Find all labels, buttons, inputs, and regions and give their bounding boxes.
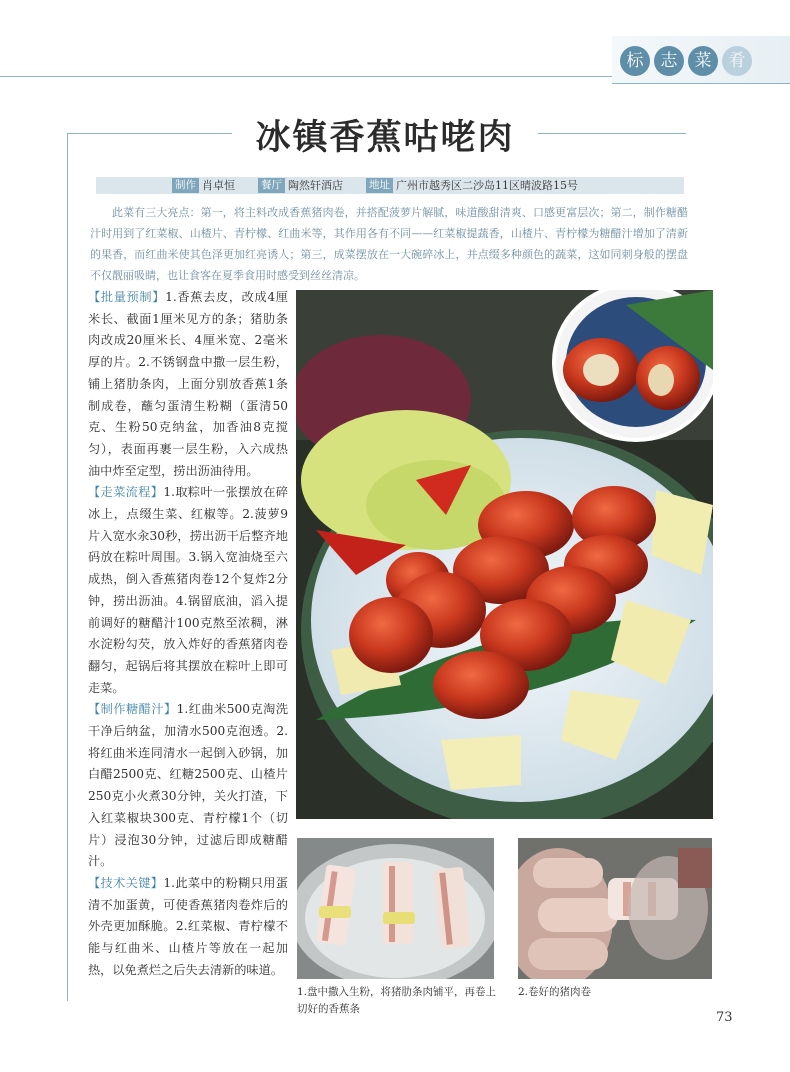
section-text: 1.香蕉去皮，改成4厘米长、截面1厘米见方的条；猪肋条肉改成20厘米长、4厘米宽、2毫米厚的片。2.不锈钢盘中撒一层生粉，铺上猪肋条肉，上面分别放香蕉1条制成卷，蘸匀蛋清生粉糊（蛋清50克、生粉50克纳盆，加香油8克搅匀），表面再裹一层生粉，入六成热油中炸至定型，捞出沥油待用。 [88, 290, 288, 478]
caption-step-1: 1.盘中撒入生粉，将猪肋条肉铺平，再卷上切好的香蕉条 [297, 986, 497, 1015]
section-text: 1.此菜中的粉糊只用蛋清不加蛋黄，可使香蕉猪肉卷炸后的外壳更加酥脆。2.红菜椒、青柠檬不能与红曲米、山楂片等放在一起加热，以免煮烂之后失去清新的味道。 [88, 875, 288, 977]
section-badge-2: 志 [654, 46, 684, 76]
frame-line-right [538, 133, 686, 134]
header-rule [0, 76, 612, 77]
address-label: 地址 [366, 178, 393, 193]
recipe-title: 冰镇香蕉咕咾肉 [255, 117, 515, 158]
section-badge-1: 标 [620, 46, 650, 76]
restaurant-name: 陶然轩酒店 [288, 179, 343, 192]
step-photo-1 [297, 838, 494, 979]
section-heading: 【走菜流程】 [88, 485, 164, 500]
credit-bar [96, 177, 684, 194]
section-badge-3: 菜 [688, 46, 718, 76]
restaurant-label: 餐厅 [258, 178, 285, 193]
page-number: 73 [716, 1010, 733, 1025]
section-batch-prep [88, 287, 288, 482]
section-heading: 【批量预制】 [88, 290, 166, 304]
section-serving-flow [88, 482, 288, 699]
section-text: 1.取粽叶一张摆放在碎冰上，点缀生菜、红椒等。2.菠萝9片入宽水汆30秒，捞出沥干后整齐地码放在粽叶周围。3.锅入宽油烧至六成热，倒入香蕉猪肉卷12个复炸2分钟，捞出沥油。4.锅留底油，滔入提前调好的糖醋汁100克熬至浓稠，淋水淀粉勾芡，放入炸好的香蕉猪肉卷翻匀，起锅后将其摆放在粽叶上即可走菜。 [88, 485, 288, 695]
address-text: 广州市越秀区二沙岛11区晴波路15号 [396, 179, 578, 192]
intro-paragraph: 此菜有三大亮点：第一，将主料改成香蕉猪肉卷，并搭配菠萝片解腻，味道酸甜清爽、口感更富层次；第二，制作糖醋汁时用到了红菜椒、山楂片、青柠檬、红曲米等，其作用各有不同——红菜椒提蔬香，山楂片、青柠檬为糖醋汁增加了清新的果香，而红曲米使其色泽更加红亮诱人；第三，成菜摆放在一大碗碎冰上，并点缀多种颜色的蔬菜，这如同刺身般的摆盘不仅靓丽吸睛，也让食客在夏季食用时感受到丝丝清凉。 [90, 206, 688, 282]
step-photo-2 [518, 838, 712, 979]
section-heading: 【制作糖醋汁】 [88, 702, 177, 717]
maker-label: 制作 [172, 178, 199, 193]
dish-photo [296, 290, 713, 819]
section-badge-4: 肴 [722, 46, 752, 76]
section-text: 1.红曲米500克淘洗干净后纳盆，加清水500克泡透。2.将红曲米连同清水一起倒入砂锅，加白醋2500克、红糖2500克、山楂片250克小火煮30分钟，关火打渣，下入红菜椒块300克、青柠檬1个（切片）浸泡30分钟，过滤后即成糖醋汁。 [88, 702, 289, 869]
section-key-tips [88, 873, 288, 982]
frame-line-vertical [67, 133, 68, 1001]
maker-name: 肖卓恒 [202, 179, 235, 192]
caption-step-2: 2.卷好的猪肉卷 [518, 986, 592, 998]
section-heading: 【技术关键】 [88, 875, 164, 890]
section-sauce [88, 699, 288, 873]
method-column [88, 287, 288, 982]
frame-line-left [67, 133, 232, 134]
